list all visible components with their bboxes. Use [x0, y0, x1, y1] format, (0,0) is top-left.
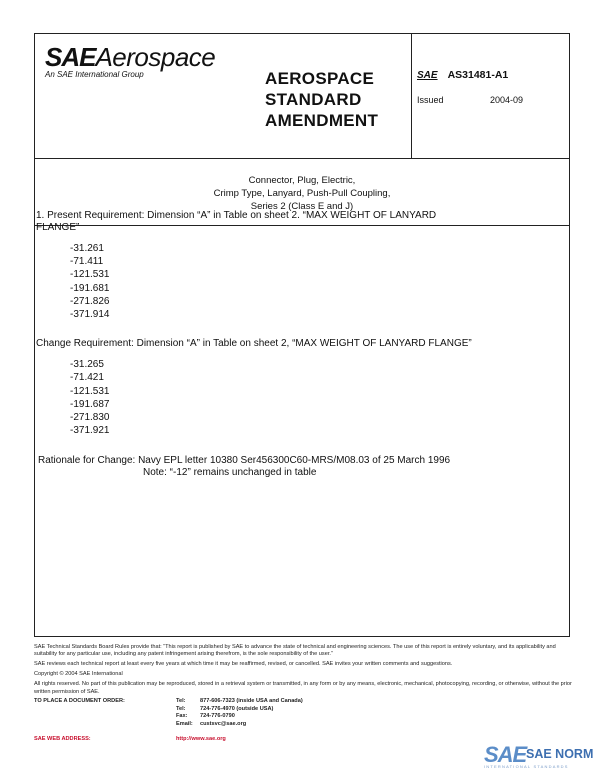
contact-phone-usa-canada: 877-606-7323 (inside USA and Canada) [200, 698, 303, 705]
issued-row [417, 95, 524, 105]
present-values-list [70, 242, 476, 321]
doc-type-line-1: AEROSPACE [265, 69, 375, 88]
issued-date: 2004-09 [490, 95, 524, 105]
order-contacts [34, 698, 574, 736]
list-item: -271.826 [70, 295, 110, 307]
title-line-2: Crimp Type, Lanyard, Push-Pull Coupling, [213, 188, 391, 199]
footer-rules: SAE Technical Standards Board Rules provide that: “This report is published by SAE to advance the state of technical and engineering sciences. The use of this report is entirely voluntary, and its applicability and suitability for any particular use, including any patent infringement arising therefrom, is the sole responsibility of the user.” [34, 644, 556, 658]
contact-label: Fax: [176, 713, 188, 720]
contact-label: Tel: [176, 698, 186, 705]
sae-aerospace-logo [45, 44, 215, 79]
issued-label: Issued [417, 95, 444, 105]
list-item: -271.830 [70, 412, 110, 424]
watermark-sae-logo: SAE [484, 742, 527, 767]
contact-fax: 724-776-0790 [200, 713, 235, 720]
doc-type-line-3: AMENDMENT [265, 111, 379, 130]
watermark-tagline: INTERNATIONAL STANDARDS [484, 764, 569, 769]
doc-type-line-2: STANDARD [265, 90, 362, 109]
document-body [36, 210, 476, 479]
document-footer [34, 644, 574, 746]
list-item: -71.411 [70, 256, 104, 268]
contact-phone-outside-usa: 724-776-4970 (outside USA) [200, 705, 274, 712]
contact-label: Email: [176, 720, 193, 727]
title-line-1: Connector, Plug, Electric, [248, 175, 356, 186]
list-item: -191.681 [70, 282, 110, 294]
rationale-for-change: Rationale for Change: Navy EPL letter 10380 Ser456300C60-MRS/M08.03 of 25 March 1996 [38, 455, 451, 467]
footer-copyright: Copyright © 2004 SAE International [34, 671, 123, 678]
list-item: -121.531 [70, 269, 110, 281]
contact-email[interactable]: custsvc@sae.org [200, 720, 247, 727]
footer-review: SAE reviews each technical report at least every five years at which time it may be reaffirmed, revised, or cancelled. SAE invites your written comments and suggestions. [34, 661, 453, 668]
logo-tagline: An SAE International Group [45, 70, 144, 79]
list-item: -121.531 [70, 385, 110, 397]
change-values-list [70, 358, 476, 437]
list-item: -31.261 [70, 243, 104, 254]
mini-sae-logo: SAE [417, 70, 438, 81]
footer-rights: All rights reserved. No part of this publication may be reproduced, stored in a retrieval system or transmitted, in any form or by any means, electronic, mechanical, photocopying, recording, or otherwise, without the prior written permission of SAE. [34, 681, 572, 695]
change-requirement: Change Requirement: Dimension “A” in Table on sheet 2, “MAX WEIGHT OF LANYARD FLANGE” [36, 338, 472, 350]
rationale-note: Note: “-12” remains unchanged in table [143, 467, 317, 479]
header-divider [411, 34, 412, 158]
order-label: TO PLACE A DOCUMENT ORDER: [34, 698, 125, 705]
sae-norm-watermark [484, 742, 596, 770]
document-number: AS31481-A1 [447, 69, 509, 81]
logo-aerospace-text: Aerospace [95, 42, 216, 72]
list-item: -371.921 [70, 425, 110, 437]
list-item: -71.421 [70, 372, 104, 384]
list-item: -191.687 [70, 398, 110, 410]
document-type [265, 68, 378, 131]
present-requirement: 1. Present Requirement: Dimension “A” in Table on sheet 2. “MAX WEIGHT OF LANYARD FLANGE” [36, 210, 437, 233]
list-item: -371.914 [70, 309, 110, 321]
logo-sae-text: SAE [45, 42, 96, 72]
title-line-3: Series 2 (Class E and J) [250, 201, 354, 212]
web-label: SAE WEB ADDRESS: [34, 736, 91, 743]
document-number-row [417, 69, 508, 81]
watermark-norm-text: SAE NORM [526, 747, 594, 761]
web-url-link[interactable]: http://www.sae.org [176, 736, 226, 743]
list-item: -31.265 [70, 359, 104, 371]
contact-label: Tel: [176, 705, 186, 712]
document-header [35, 34, 569, 159]
